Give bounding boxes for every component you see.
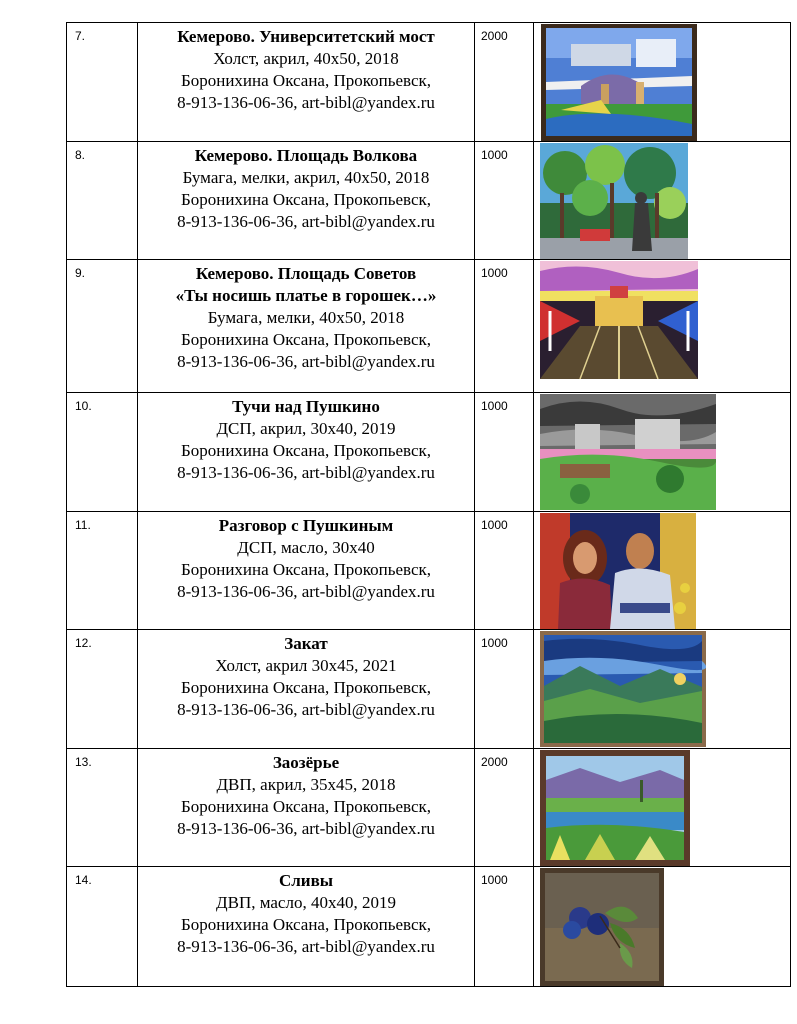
table-row xyxy=(67,867,791,987)
artwork-contact: 8-913-136-06-36, art-bibl@yandex.ru xyxy=(177,700,435,719)
artwork-image-cell xyxy=(534,393,791,512)
artwork-subtitle: «Ты носишь платье в горошек…» xyxy=(175,286,437,305)
artwork-author: Боронихина Оксана, Прокопьевск, xyxy=(180,678,432,697)
artwork-description xyxy=(138,142,475,260)
artwork-author: Боронихина Оксана, Прокопьевск, xyxy=(180,330,432,349)
artwork-contact: 8-913-136-06-36, art-bibl@yandex.ru xyxy=(177,937,435,956)
artwork-author: Боронихина Оксана, Прокопьевск, xyxy=(180,915,432,934)
painting-conversation-image xyxy=(540,513,696,629)
artwork-description xyxy=(138,630,475,749)
artwork-title: Кемерово. Площадь Советов xyxy=(195,264,417,283)
artwork-author: Боронихина Оксана, Прокопьевск, xyxy=(180,71,432,90)
table-row xyxy=(67,749,791,867)
artwork-description xyxy=(138,260,475,393)
artwork-material: Холст, акрил, 40х50, 2018 xyxy=(213,49,399,68)
table-row xyxy=(67,260,791,393)
artwork-description xyxy=(138,23,475,142)
artwork-price: 1000 xyxy=(475,393,534,512)
artwork-description xyxy=(138,512,475,630)
artwork-image-cell xyxy=(534,23,791,142)
painting-lake-image xyxy=(540,750,690,866)
artwork-contact: 8-913-136-06-36, art-bibl@yandex.ru xyxy=(177,212,435,231)
artwork-price: 1000 xyxy=(475,512,534,630)
artwork-contact: 8-913-136-06-36, art-bibl@yandex.ru xyxy=(177,463,435,482)
painting-sunset-image xyxy=(540,631,706,747)
artwork-material: Бумага, мелки, 40х50, 2018 xyxy=(207,308,405,327)
artwork-contact: 8-913-136-06-36, art-bibl@yandex.ru xyxy=(177,819,435,838)
artwork-material: Бумага, мелки, акрил, 40х50, 2018 xyxy=(182,168,430,187)
artwork-image-cell xyxy=(534,630,791,749)
painting-square-trees-image xyxy=(540,143,688,259)
artwork-image-cell xyxy=(534,867,791,987)
catalog-table xyxy=(66,22,791,987)
painting-clouds-image xyxy=(540,394,716,510)
row-number: 11. xyxy=(67,512,138,630)
table-row xyxy=(67,23,791,142)
artwork-contact: 8-913-136-06-36, art-bibl@yandex.ru xyxy=(177,582,435,601)
artwork-material: ДВП, акрил, 35х45, 2018 xyxy=(216,775,396,794)
artwork-title: Тучи над Пушкино xyxy=(232,397,380,416)
row-number: 10. xyxy=(67,393,138,512)
row-number: 7. xyxy=(67,23,138,142)
artwork-price: 1000 xyxy=(475,260,534,393)
row-number: 12. xyxy=(67,630,138,749)
artwork-description xyxy=(138,749,475,867)
artwork-author: Боронихина Оксана, Прокопьевск, xyxy=(180,190,432,209)
table-row xyxy=(67,512,791,630)
artwork-material: ДСП, акрил, 30х40, 2019 xyxy=(216,419,396,438)
artwork-image-cell xyxy=(534,260,791,393)
artwork-title: Разговор с Пушкиным xyxy=(218,516,394,535)
artwork-contact: 8-913-136-06-36, art-bibl@yandex.ru xyxy=(177,93,435,112)
artwork-price: 1000 xyxy=(475,630,534,749)
artwork-title: Кемерово. Университетский мост xyxy=(177,27,435,46)
artwork-price: 2000 xyxy=(475,23,534,142)
artwork-description xyxy=(138,867,475,987)
artwork-author: Боронихина Оксана, Прокопьевск, xyxy=(180,560,432,579)
table-row xyxy=(67,630,791,749)
painting-square-flags-image xyxy=(540,261,698,379)
artwork-price: 1000 xyxy=(475,867,534,987)
artwork-title: Закат xyxy=(284,634,328,653)
table-row xyxy=(67,142,791,260)
artwork-material: ДСП, масло, 30х40 xyxy=(237,538,375,557)
artwork-material: ДВП, масло, 40х40, 2019 xyxy=(216,893,396,912)
artwork-author: Боронихина Оксана, Прокопьевск, xyxy=(180,797,432,816)
artwork-image-cell xyxy=(534,749,791,867)
artwork-price: 1000 xyxy=(475,142,534,260)
artwork-contact: 8-913-136-06-36, art-bibl@yandex.ru xyxy=(177,352,435,371)
artwork-image-cell xyxy=(534,142,791,260)
artwork-title: Заозёрье xyxy=(272,753,340,772)
artwork-author: Боронихина Оксана, Прокопьевск, xyxy=(180,441,432,460)
row-number: 14. xyxy=(67,867,138,987)
row-number: 13. xyxy=(67,749,138,867)
artwork-material: Холст, акрил 30х45, 2021 xyxy=(215,656,397,675)
row-number: 8. xyxy=(67,142,138,260)
artwork-title: Сливы xyxy=(278,871,334,890)
table-row xyxy=(67,393,791,512)
row-number: 9. xyxy=(67,260,138,393)
artwork-title: Кемерово. Площадь Волкова xyxy=(194,146,418,165)
painting-plums-image xyxy=(540,868,664,986)
artwork-price: 2000 xyxy=(475,749,534,867)
artwork-image-cell xyxy=(534,512,791,630)
artwork-description xyxy=(138,393,475,512)
painting-bridge-image xyxy=(541,24,697,141)
